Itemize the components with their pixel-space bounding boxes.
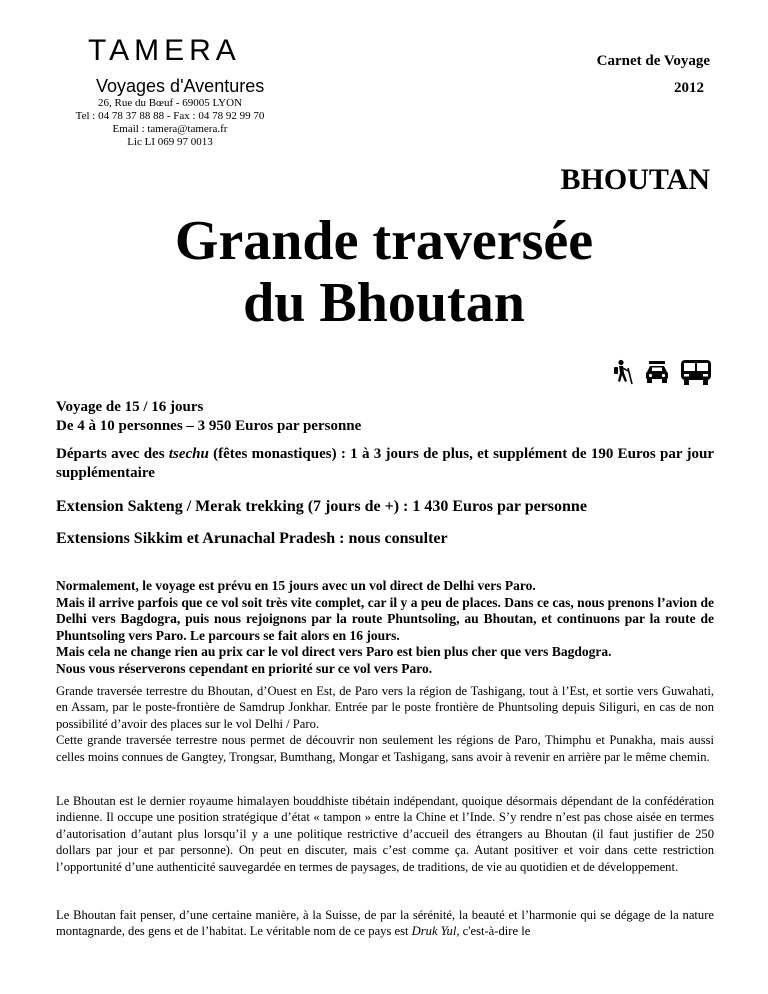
trip-duration: Voyage de 15 / 16 jours	[56, 399, 204, 415]
hiking-icon	[612, 359, 634, 385]
page-title	[0, 210, 768, 334]
switzerland-text-a: Le Bhoutan fait penser, d’une certaine manière, à la Suisse, de par la sérénité, la beauté et l’harmonie qui se dégage de la nature montagnarde, des gens et de l’habitat. Le véritable nom de ce pays est	[56, 908, 714, 939]
intro-text-a: Grande traversée terrestre du Bhoutan, d’Ouest en Est, de Paro vers la région de Tashigang, tout à l’Est, et sortie vers Guwahati, en Assam, par le poste-frontière de Samdrup Jonkhar. Entrée par le poste frontière de Phuntsoling depuis Siliguri, en cas de non possibilité d’avoir des places sur le vol Delhi / Paro.	[56, 684, 714, 731]
country-heading: BHOUTAN	[560, 163, 710, 196]
document-year: 2012	[674, 80, 704, 96]
switzerland-text-b: , c'est-à-dire le	[456, 924, 531, 939]
title-line-1: Grande traversée	[174, 210, 594, 272]
note-line-4: Nous vous réserverons cependant en priorité sur ce vol vers Paro.	[56, 660, 433, 676]
bus-icon	[680, 358, 712, 386]
bhutan-text: Le Bhoutan est le dernier royaume himalayen bouddhiste tibétain indépendant, quoique désormais dépendant de la confédération indienne. Il occupe une position stratégique d’état « tampon » entre la Chine et l’Inde. S’y rendre n’est pas chose aisée en termes d’autorisation d’autant plus lorsqu’il y a une politique restrictive d’accueil des étrangers au Bhoutan (il faut justifier de 250 dollars par jour et par personne). On peut en discuter, mais c’est comme ça. Autant positiver et voir dans cette restriction l’opportunité d’une authenticité sauvegardée en termes de paysages, de traditions, de vie au quotidien et de développement.	[56, 794, 714, 874]
intro-paragraph	[56, 683, 714, 765]
car-icon	[644, 359, 670, 385]
note-line-1: Normalement, le voyage est prévu en 15 jours avec un vol direct de Delhi vers Paro.	[56, 578, 536, 593]
tsechu-term: tsechu	[168, 446, 209, 462]
title-line-2: du Bhoutan	[243, 272, 525, 334]
address-line: 26, Rue du Bœuf - 69005 LYON	[97, 97, 243, 109]
agency-contact	[30, 97, 310, 149]
note-line-3: Mais cela ne change rien au prix car le vol direct vers Paro est bien plus cher que vers Bagdogra.	[56, 644, 612, 659]
note-paragraph: Mais il arrive parfois que ce vol soit très vite complet, car il y a peu de places. Dans ce cas, nous prenons l’avion de Delhi vers Bagdogra, puis nous rejoignons par la route Phuntsoling, au Bhoutan, et continuons par la route de Phuntsoling vers Paro. Le parcours se fait alors en 16 jours.	[56, 594, 714, 643]
tsechu-departures	[56, 445, 714, 483]
intro-text-b: Cette grande traversée terrestre nous permet de découvrir non seulement les régions de Paro, Thimphu et Punakha, mais aussi celles moins connues de Gangtey, Trongsar, Bumthang, Mongar et Tashigang, sans avoir à revenir en arrière par le même chemin.	[56, 733, 714, 764]
bhutan-paragraph	[56, 793, 714, 875]
license-line: Lic LI 069 97 0013	[127, 136, 213, 148]
transport-icons	[612, 358, 712, 386]
extension-sakteng: Extension Sakteng / Merak trekking (7 jours de +) : 1 430 Euros par personne	[56, 498, 587, 515]
extension-sikkim: Extensions Sikkim et Arunachal Pradesh : nous consulter	[56, 530, 448, 547]
trip-summary	[56, 398, 714, 436]
flight-note	[56, 578, 714, 677]
phone-line: Tel : 04 78 37 88 88 - Fax : 04 78 92 99 70	[75, 110, 265, 122]
document-type: Carnet de Voyage	[596, 53, 710, 69]
brand-name: TAMERA	[88, 34, 241, 67]
switzerland-paragraph	[56, 907, 714, 940]
brand-tagline: Voyages d'Aventures	[96, 76, 265, 96]
tsechu-text-b: (fêtes monastiques) : 1 à 3 jours de plus, et supplément de 190 Euros par jour supplémentaire	[56, 446, 714, 481]
trip-price: De 4 à 10 personnes – 3 950 Euros par personne	[56, 418, 362, 434]
druk-yul-term: Druk Yul	[411, 924, 457, 939]
email-line: Email : tamera@tamera.fr	[112, 123, 228, 135]
tsechu-text-a: Départs avec des	[56, 446, 169, 462]
